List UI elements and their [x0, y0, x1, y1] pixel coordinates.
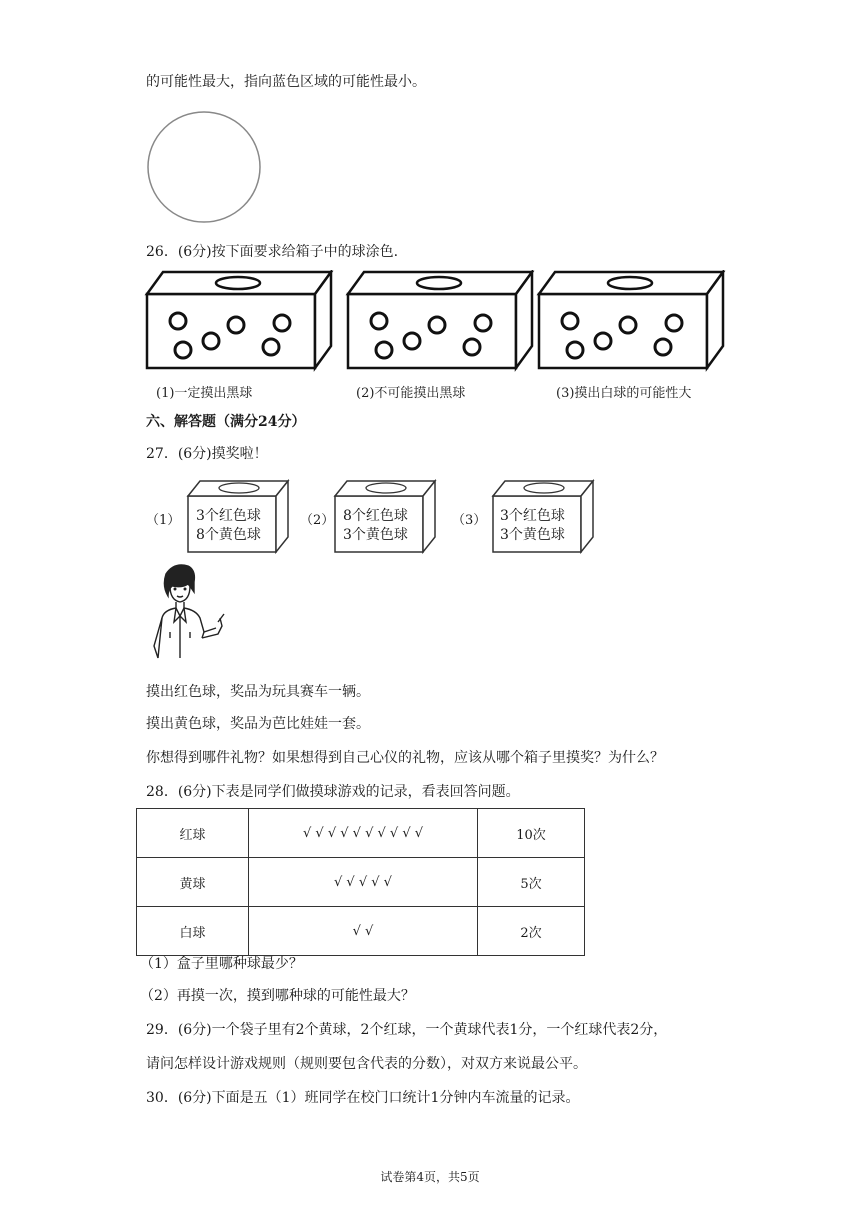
cube-2-text: [343, 507, 408, 545]
cube-2-line-1: 8个红色球: [343, 508, 408, 524]
q26-caption-3: (3)摸出白球的可能性大: [556, 386, 692, 401]
section-6-heading: 六、解答题（满分24分）: [146, 414, 306, 430]
teacher-illustration: [144, 562, 234, 662]
row-count: 5次: [478, 858, 585, 907]
cube-1-text: [196, 507, 261, 545]
table-row: [137, 907, 585, 956]
cube-1-line-2: 8个黄色球: [196, 527, 261, 543]
row-marks: √ √: [249, 907, 478, 956]
q27-text: 27．(6分)摸奖啦！: [146, 446, 268, 462]
q29-line-1: 29．(6分)一个袋子里有2个黄球，2个红球，一个黄球代表1分，一个红球代表2分，: [146, 1022, 668, 1038]
q28-text: 28．(6分)下表是同学们做摸球游戏的记录，看表回答问题。: [146, 784, 520, 800]
row-count: 10次: [478, 809, 585, 858]
q27-label-1: （1）: [146, 513, 181, 528]
q26-text: 26．(6分)按下面要求给箱子中的球涂色.: [146, 244, 399, 260]
cube-3-line-2: 3个黄色球: [500, 527, 565, 543]
q27-label-2: （2）: [300, 513, 335, 528]
q27-label-3: （3）: [452, 513, 487, 528]
q27-question: 你想得到哪件礼物？如果想得到自己心仪的礼物，应该从哪个箱子里摸奖？为什么？: [146, 750, 664, 766]
q26-caption-1: (1)一定摸出黑球: [156, 386, 253, 401]
ball-box-2: [348, 272, 532, 368]
q26-boxes-figure: [144, 270, 734, 372]
q28-sub-2: （2）再摸一次，摸到哪种球的可能性最大？: [140, 988, 415, 1004]
row-color: 白球: [137, 907, 249, 956]
q27-red-prize: 摸出红色球，奖品为玩具赛车一辆。: [146, 684, 370, 700]
q28-sub-1: （1）盒子里哪种球最少？: [140, 956, 303, 972]
cube-3-text: [500, 507, 565, 545]
spinner-circle: [144, 110, 264, 226]
table-row: [137, 858, 585, 907]
cube-1-line-1: 3个红色球: [196, 508, 261, 524]
row-color: 黄球: [137, 858, 249, 907]
q26-caption-2: (2)不可能摸出黑球: [356, 386, 466, 401]
q29-line-2: 请问怎样设计游戏规则（规则要包含代表的分数），对双方来说最公平。: [146, 1056, 587, 1072]
table-row: [137, 809, 585, 858]
cube-3-line-1: 3个红色球: [500, 508, 565, 524]
q27-yellow-prize: 摸出黄色球，奖品为芭比娃娃一套。: [146, 716, 370, 732]
intro-text: 的可能性最大，指向蓝色区域的可能性最小。: [146, 74, 426, 90]
row-marks: √ √ √ √ √ √ √ √ √ √: [249, 809, 478, 858]
row-color: 红球: [137, 809, 249, 858]
q30-text: 30．(6分)下面是五（1）班同学在校门口统计1分钟内车流量的记录。: [146, 1090, 580, 1106]
ball-box-3: [539, 272, 723, 368]
cube-2-line-2: 3个黄色球: [343, 527, 408, 543]
row-count: 2次: [478, 907, 585, 956]
ball-box-1: [147, 272, 331, 368]
row-marks: √ √ √ √ √: [249, 858, 478, 907]
page-footer: 试卷第4页，共5页: [380, 1170, 480, 1184]
q28-record-table: [136, 808, 585, 956]
